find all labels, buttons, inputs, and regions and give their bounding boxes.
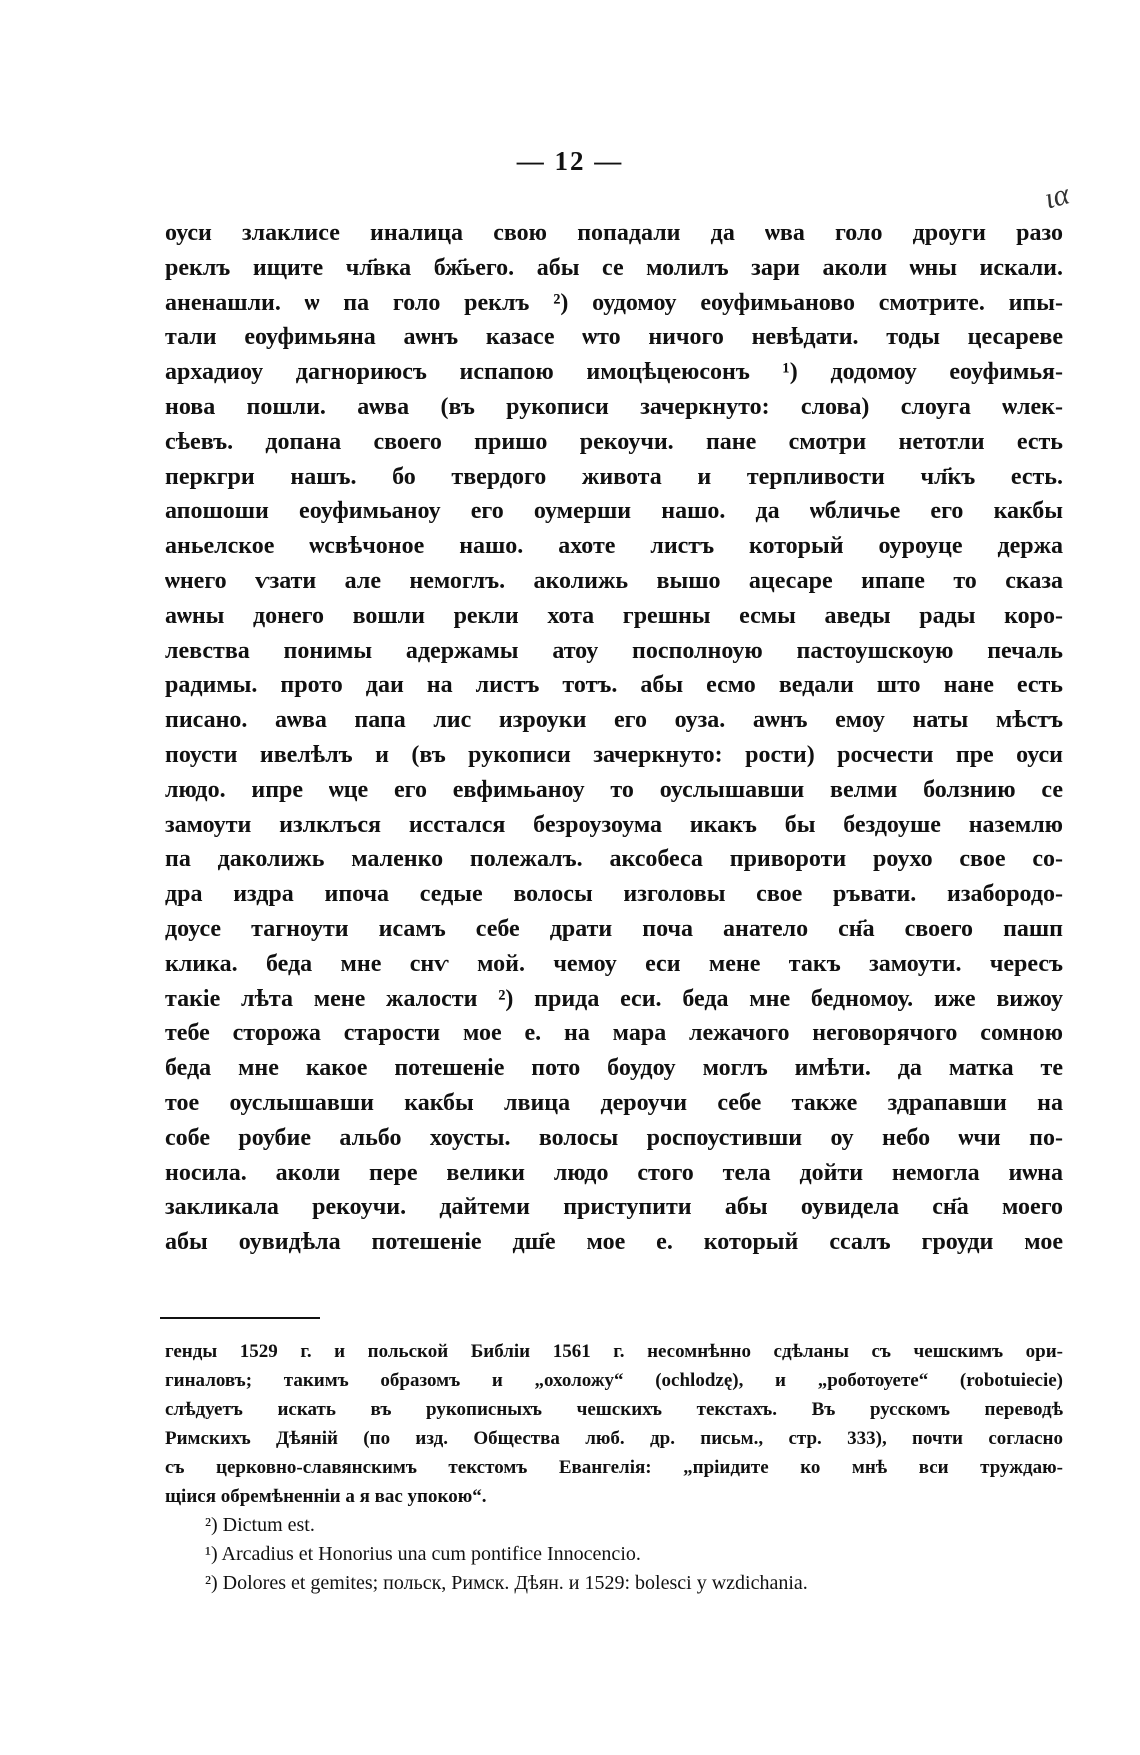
body-line: дра издра ипоча седые волосы изголовы свое ръвати. изабородо-	[165, 881, 1063, 908]
footnote-continuation-line: Римскихъ Дѣяній (по изд. Общества люб. др. письм., стр. 333), почти согласно	[165, 1428, 1063, 1449]
page-number: — 12 —	[516, 146, 624, 176]
body-line: беда мне какое потешеніе пото боудоу моглъ имѣти. да матка те	[165, 1055, 1063, 1082]
body-line: замоути излклъся исстался безроузоума икакъ бы бездоуше наземлю	[165, 811, 1063, 838]
handwritten-margin-note: ια	[1041, 177, 1073, 216]
body-line: апошоши еоуфимьаноу его оумерши нашо. да ѡбличье его какбы	[165, 498, 1063, 525]
footnote: ¹) Arcadius et Honorius una cum pontifice Innocencio.	[205, 1543, 641, 1565]
body-line: левства понимы адержамы атоу посполноую пастоушскоую печаль	[165, 637, 1063, 664]
body-line: закликала рекоучи. дайтеми приступити абы оувидела сн҃а моего	[165, 1194, 1063, 1221]
body-line: тали еоуфимьяна аѡнъ казасе ѡто ничого невѣдати. тоды цесареве	[165, 324, 1063, 351]
footnote-continuation-line: генды 1529 г. и польской Библіи 1561 г. несомнѣнно сдѣланы съ чешскимъ ори-	[165, 1341, 1063, 1362]
body-line: нова пошли. аѡва (въ рукописи зачеркнуто: слова) слоуга ѡлек-	[165, 393, 1063, 420]
body-line: ѡнего ѵзати але немоглъ. аколижь вышо ацесаре ипапе то сказа	[165, 567, 1063, 594]
footnote-continuation-line: щіися обремѣненніи а я вас упокою“.	[165, 1486, 487, 1507]
body-line: тое оуслышавши какбы лвица дероучи себе также здрапавши на	[165, 1089, 1063, 1116]
body-line: аньелское ѡсвѣчоное нашо. ахоте листъ который оуроуце держа	[165, 533, 1063, 560]
body-line: радимы. прото даи на листъ тотъ. абы есмо ведали што нане есть	[165, 672, 1063, 699]
body-line: носила. аколи пере велики людо стого тела дойти немогла иѡна	[165, 1159, 1063, 1186]
body-line: писано. аѡва папа лис изроуки его оуза. аѡнъ емоу наты мѣстъ	[165, 707, 1063, 734]
body-line: па даколижь маленко полежалъ. аксобеса привороти роухо свое со-	[165, 846, 1063, 873]
footnote-divider	[160, 1317, 320, 1319]
footnote-continuation-line: гиналовъ; такимъ образомъ и „охоложу“ (ochlodzę), и „роботоуете“ (robotuiecie)	[165, 1370, 1063, 1391]
body-line: поусти ивелѣлъ и (въ рукописи зачеркнуто: рости) росчести пре оуси	[165, 741, 1063, 768]
body-line: тебе сторожа старости мое е. на мара лежачого неговорячого сомною	[165, 1020, 1063, 1047]
body-line: людо. ипре ѡце его евфимьаноу то оуслышавши велми болзнию се	[165, 776, 1063, 803]
body-line: клика. беда мне снѵ мой. чемоу еси мене такъ замоути. чересъ	[165, 950, 1063, 977]
body-line: такіе лѣта мене жалости ²) прида еси. беда мне бедномоу. иже вижоу	[165, 985, 1063, 1012]
footnote-continuation-line: слѣдуетъ искать въ рукописныхъ чешскихъ текстахъ. Въ русскомъ переводѣ	[165, 1399, 1063, 1420]
body-line: аненашли. ѡ па голо реклъ ²) оудомоу еоуфимьаново смотрите. ипы-	[165, 289, 1063, 316]
footnote: ²) Dolores et gemites; польск, Римск. Дѣян. и 1529: bolesci y wzdichania.	[205, 1572, 808, 1594]
footnote-continuation-line: съ церковно-славянскимъ текстомъ Евангелія: „пріидите ко мнѣ вси труждаю-	[165, 1457, 1063, 1478]
footnotes	[165, 1337, 1063, 1598]
body-line: архадиоу дагнориюсъ испапою имоцѣцеюсонъ ¹) додомоу еоуфимья-	[165, 359, 1063, 386]
footnote: ²) Dictum est.	[205, 1514, 315, 1536]
body-line: абы оувидѣла потешеніе дш҃е мое е. который ссалъ гроуди мое	[165, 1229, 1063, 1256]
body-line: доусе тагноути исамъ себе драти поча анатело сн҃а своего пашп	[165, 915, 1063, 942]
body-line: реклъ ищите чл҃вка бж҃ьего. абы се молилъ зари аколи ѡны искали.	[165, 254, 1063, 281]
body-line: аѡны донего вошли рекли хота грешны есмы аведы рады коро-	[165, 602, 1063, 629]
body-line: собе роубие альбо хоусты. волосы роспоустивши оу небо ѡчи по-	[165, 1124, 1063, 1151]
body-text	[165, 216, 1063, 1260]
body-line: сѣевъ. допана своего пришо рекоучи. пане смотри нетотли есть	[165, 428, 1063, 455]
body-line: перкгри нашъ. бо твердого живота и терпливости чл҃къ есть.	[165, 463, 1063, 490]
body-line: оуси злаклисе иналица свою попадали да ѡва голо дроуги разо	[165, 220, 1063, 246]
